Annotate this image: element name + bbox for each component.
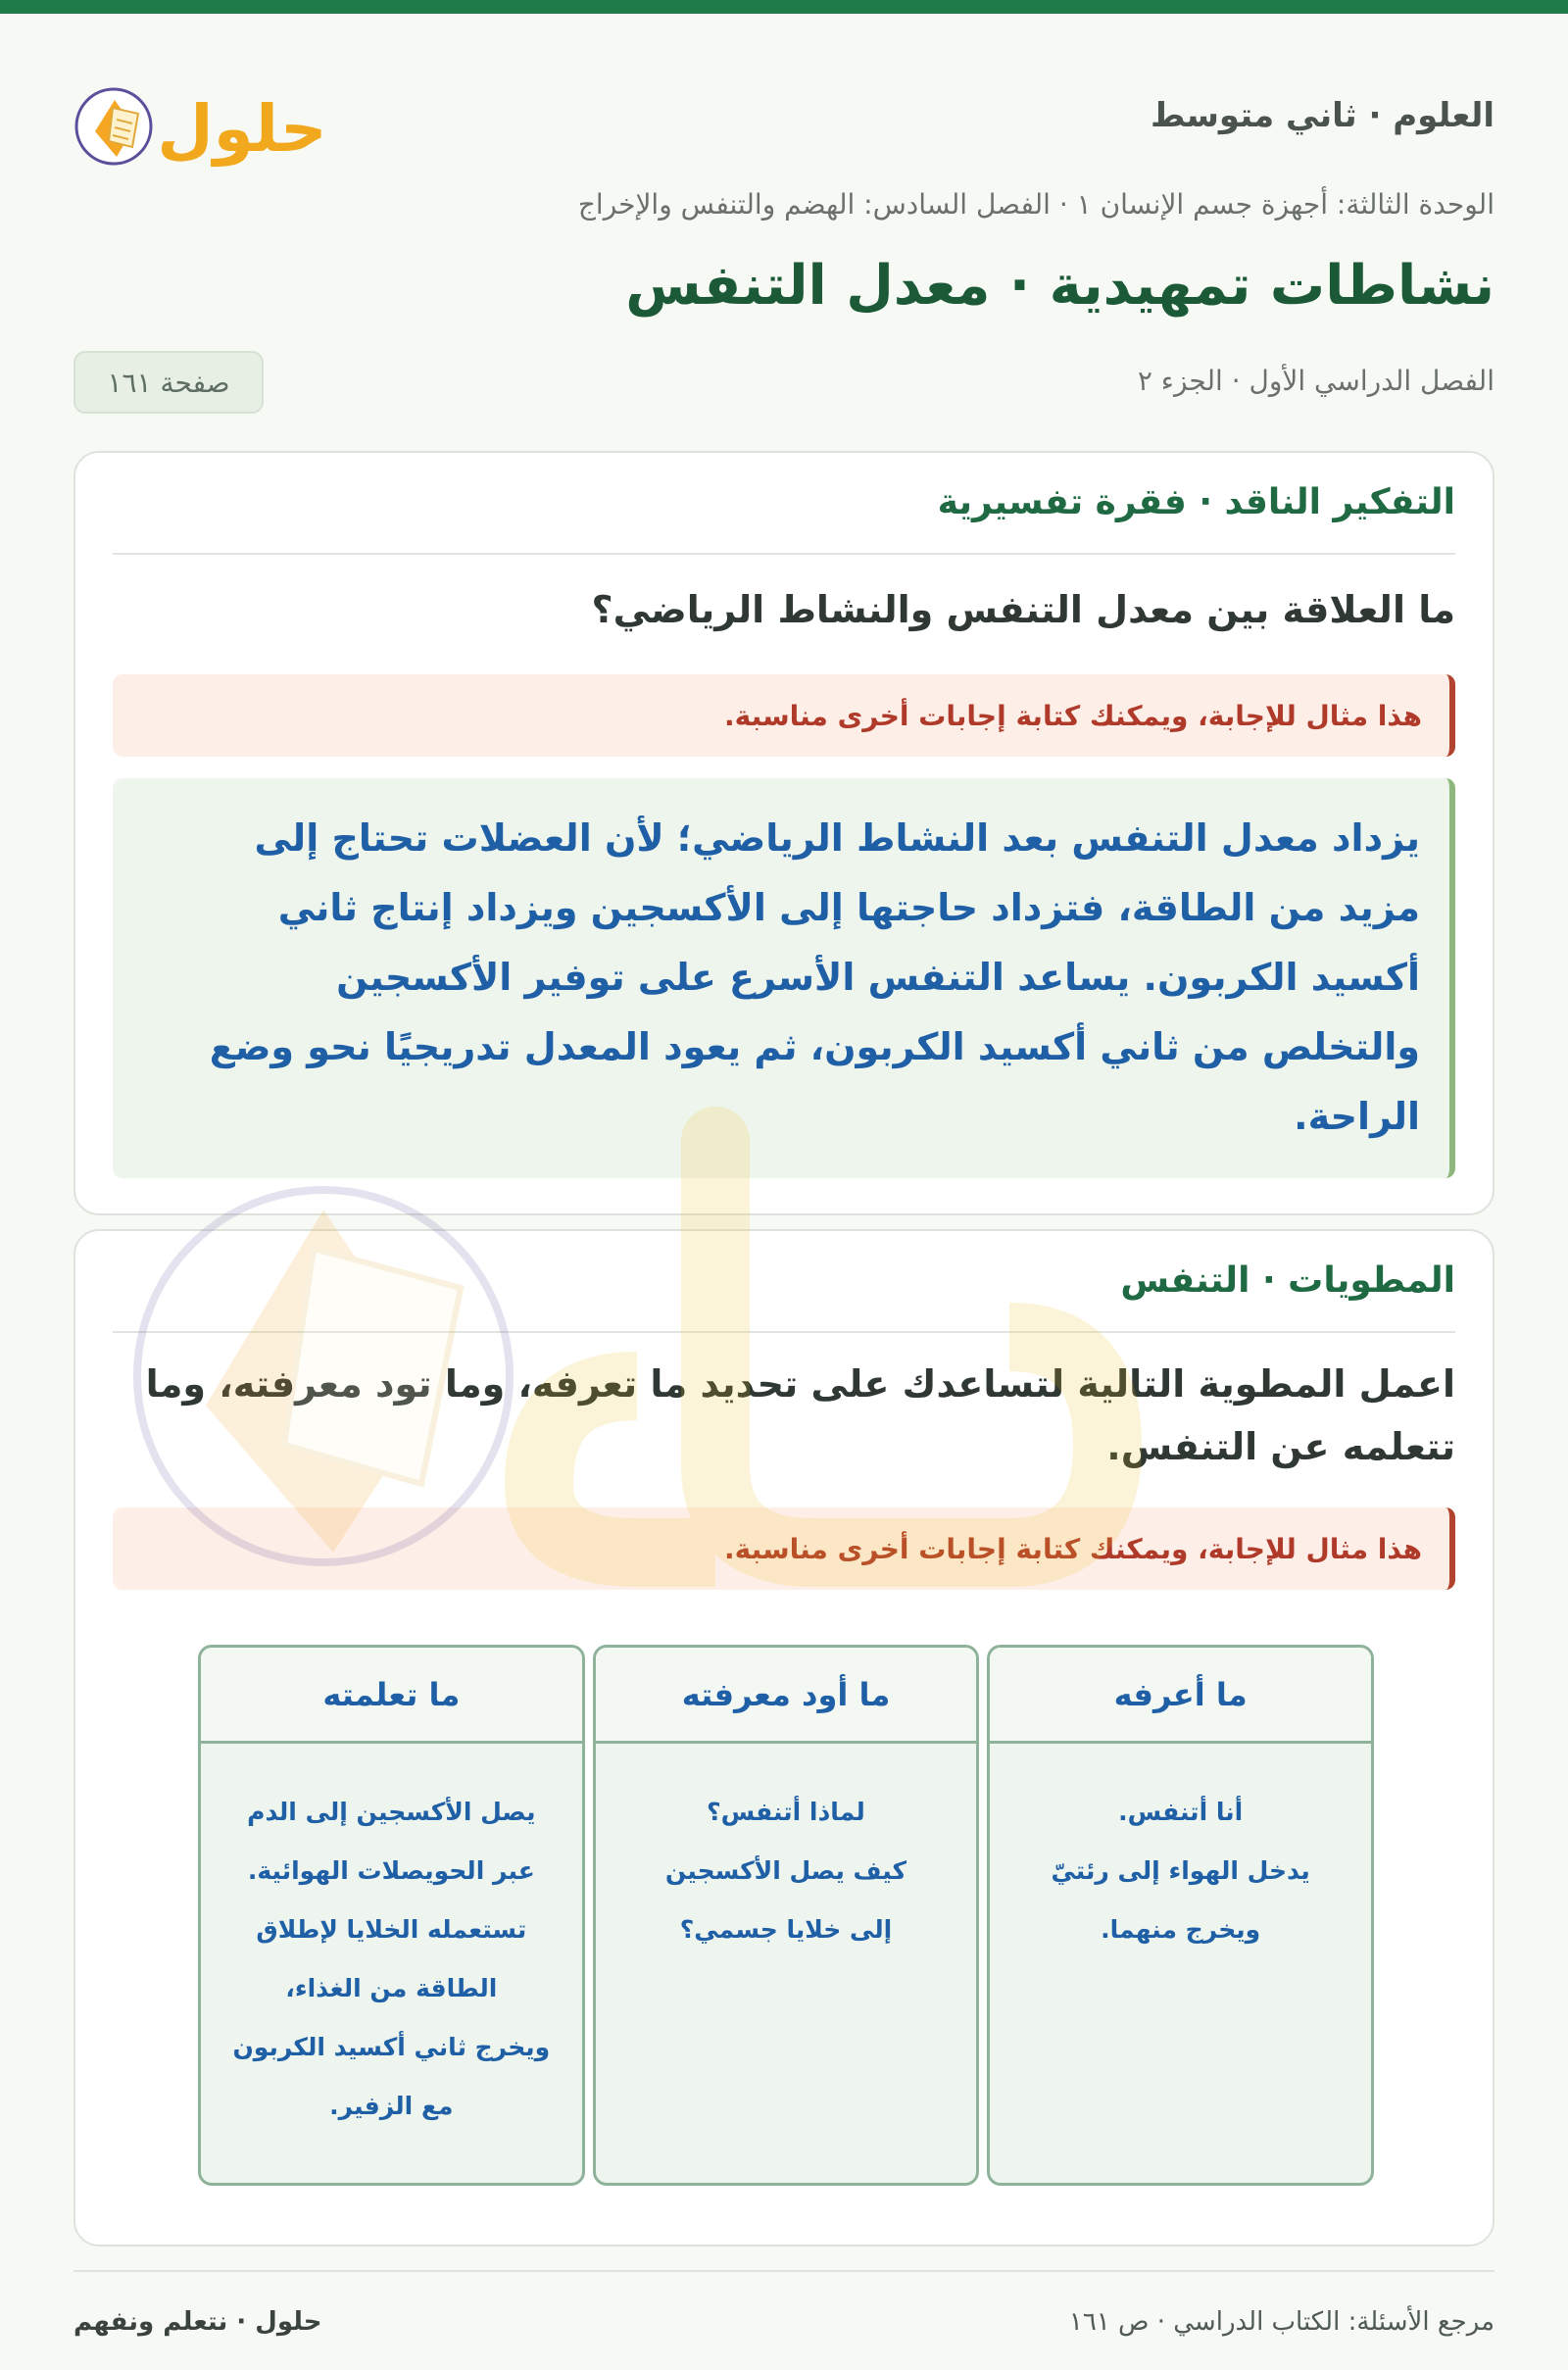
header (74, 73, 1494, 180)
svg-text:حلول: حلول (157, 91, 327, 167)
note-text: هذا مثال للإجابة، ويمكنك كتابة إجابات أخرى مناسبة. (724, 699, 1422, 732)
footer-brand: حلول ⋅ نتعلم ونفهم (74, 2307, 322, 2337)
foldables-instruction (113, 1353, 1455, 1478)
answer-line: والتخلص من ثاني أكسيد الكربون، ثم يعود المعدل تدريجيًا نحو وضع (209, 1025, 1420, 1068)
top-accent-bar (0, 0, 1568, 14)
foldable-column-body (990, 1744, 1371, 1959)
hulul-logo (74, 73, 328, 180)
foldable-line: الطاقة من الغذاء، (285, 1974, 498, 2002)
page-number-badge: صفحة ١٦١ (74, 351, 264, 414)
foldables-heading: المطويات ⋅ التنفس (1120, 1260, 1455, 1301)
answer-line: يزداد معدل التنفس بعد النشاط الرياضي؛ لأن العضلات تحتاج إلى (254, 816, 1420, 860)
foldable-line: يصل الأكسجين إلى الدم (247, 1798, 536, 1826)
note-text: هذا مثال للإجابة، ويمكنك كتابة إجابات أخرى مناسبة. (724, 1532, 1422, 1565)
foldable-column-title: ما أود معرفته (596, 1648, 977, 1744)
instruction-line: تتعلمه عن التنفس. (1106, 1425, 1455, 1468)
foldables-note (113, 1507, 1455, 1590)
foldable-line: كيف يصل الأكسجين (664, 1856, 907, 1885)
critical-thinking-note (113, 674, 1455, 757)
foldable-column-body (596, 1744, 977, 1959)
footer (74, 2270, 1494, 2348)
foldable-line: عبر الحويصلات الهوائية. (247, 1856, 535, 1885)
foldable-line: إلى خلايا جسمي؟ (679, 1915, 893, 1944)
foldable-column-title: ما تعلمته (201, 1648, 582, 1744)
foldable-column-know (987, 1645, 1374, 2186)
foldables-card (74, 1229, 1494, 2247)
foldable-column-title: ما أعرفه (990, 1648, 1371, 1744)
foldable-line: ويخرج ثاني أكسيد الكربون (232, 2033, 551, 2061)
subject-title: العلوم ⋅ ثاني متوسط (1151, 96, 1494, 135)
foldable-line: تستعمله الخلايا لإطلاق (256, 1915, 527, 1944)
kwl-foldable (198, 1645, 1374, 2186)
foldable-line: يدخل الهواء إلى رئتيّ (1051, 1856, 1310, 1885)
foldable-column-learned (198, 1645, 585, 2186)
critical-thinking-card (74, 451, 1494, 1215)
foldable-line: لماذا أتنفس؟ (707, 1798, 865, 1826)
page (0, 14, 1568, 2370)
term-label: الفصل الدراسي الأول ⋅ الجزء ٢ (1137, 365, 1494, 397)
instruction-line: اعمل المطوية التالية لتساعدك على تحديد ما تعرفه، وما تود معرفته، وما (145, 1362, 1455, 1406)
critical-thinking-header (113, 482, 1455, 555)
foldable-line: مع الزفير. (329, 2092, 454, 2120)
critical-thinking-question: ما العلاقة بين معدل التنفس والنشاط الرياضي؟ (591, 588, 1455, 631)
critical-thinking-heading: التفكير الناقد ⋅ فقرة تفسيرية (937, 482, 1455, 522)
foldable-column-want (593, 1645, 980, 2186)
foldable-column-body (201, 1744, 582, 2136)
answer-line: الراحة. (1294, 1095, 1420, 1138)
breadcrumb: الوحدة الثالثة: أجهزة جسم الإنسان ١ ⋅ الفصل السادس: الهضم والتنفس والإخراج (577, 188, 1494, 221)
foldable-line: أنا أتنفس. (1118, 1798, 1244, 1826)
footer-reference: مرجع الأسئلة: الكتاب الدراسي ⋅ ص ١٦١ (1068, 2307, 1494, 2337)
answer-box (113, 778, 1455, 1178)
answer-line: مزيد من الطاقة، فتزداد حاجتها إلى الأكسجين ويزداد إنتاج ثاني (277, 886, 1420, 929)
foldables-header (113, 1260, 1455, 1333)
answer-line: أكسيد الكربون. يساعد التنفس الأسرع على توفير الأكسجين (336, 956, 1420, 999)
page-title: نشاطات تمهيدية ⋅ معدل التنفس (625, 254, 1494, 318)
foldable-line: ويخرج منهما. (1101, 1915, 1261, 1944)
